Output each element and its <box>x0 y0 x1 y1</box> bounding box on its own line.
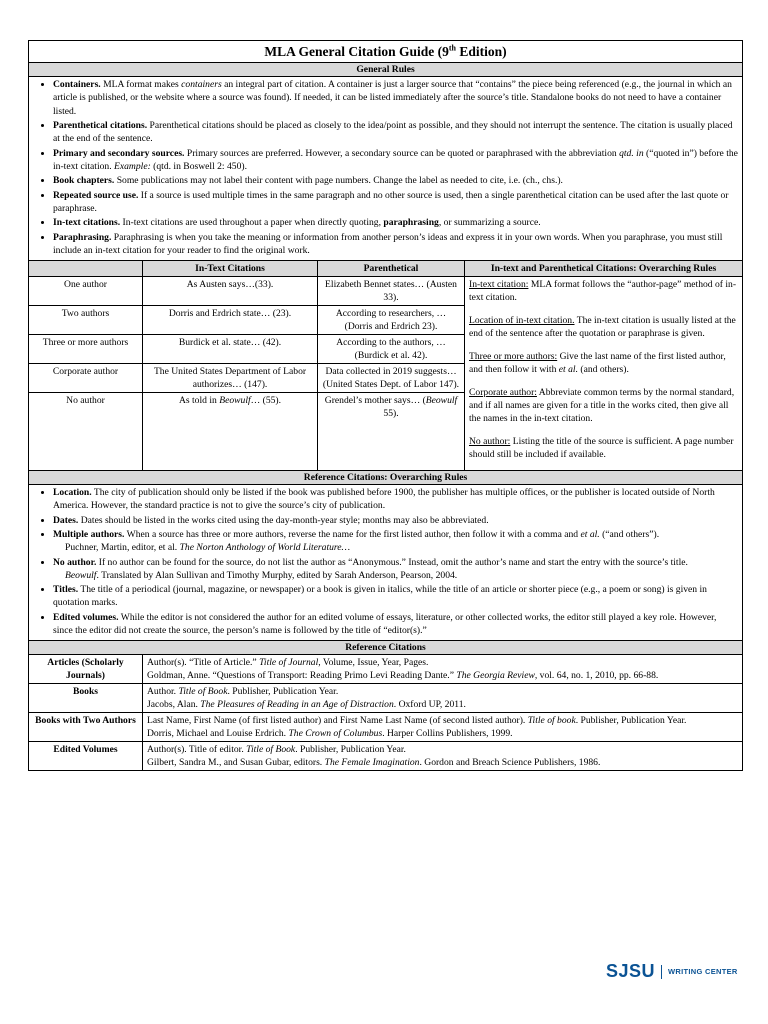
reference-rules-section <box>29 484 743 640</box>
row-label: Books <box>29 683 143 712</box>
reference-citations-heading: Reference Citations <box>29 640 743 654</box>
general-rules-section <box>29 77 743 260</box>
reference-entry <box>143 712 743 741</box>
rule-location: • Location. The city of publication should only be listed if the book was published before 1900, the publisher has multiple offices, or the publisher is located outside of North America. However, the standard practice is not to give the source’s city of publication. <box>53 486 738 512</box>
writing-center-label: WRITING CENTER <box>668 967 738 976</box>
sjsu-logo: SJSU <box>606 961 656 981</box>
citation-guide <box>28 40 742 771</box>
reference-example: Dorris, Michael and Louise Erdrich. The Crown of Columbus. Harper Collins Publishers, 1999. <box>147 727 513 739</box>
in-text-example: As told in Beowulf… (55). <box>143 392 318 470</box>
sjsu-writing-center-logo <box>606 961 738 982</box>
reference-entry <box>143 654 743 683</box>
reference-format: Author. Title of Book. Publisher, Publication Year. <box>147 685 339 697</box>
rule-in-text-citation: In-text citation: MLA format follows the “author-page” method of in-text citation. <box>469 278 737 303</box>
row-label: Corporate author <box>29 363 143 392</box>
reference-example: Jacobs, Alan. The Pleasures of Reading in an Age of Distraction. Oxford UP, 2011. <box>147 698 466 710</box>
rule-no-author: No author: Listing the title of the source is sufficient. A page number should still be included if available. <box>469 435 734 461</box>
reference-example: Goldman, Anne. “Questions of Transport: Reading Primo Levi Reading Dante.” The Georgia Review, vol. 64, no. 1, 2010, pp. 66-88. <box>147 669 659 681</box>
rule-corporate-author: Corporate author: Abbreviate common terms by the normal standard, and if all names are given for a title in the works cited, then give all the names in the in-text citation. <box>469 386 735 424</box>
reference-entry <box>143 741 743 770</box>
reference-rules-heading: Reference Citations: Overarching Rules <box>29 470 743 484</box>
parenthetical-header: Parenthetical <box>318 260 465 276</box>
blank-header-cell <box>29 260 143 276</box>
rule-location-of-citation: Location of in-text citation. The in-text citation is usually listed at the end of the sentence after the quotation or paraphrase is given. <box>469 314 736 339</box>
row-label: Three or more authors <box>29 334 143 363</box>
rule-containers: • Containers. MLA format makes containers an integral part of citation. A container is just a larger source that “contains” the piece being referenced (e.g., the journal in which an article is published, or the website where a source was found). If needed, it can be listed immediately after the source’s title. Standalone books do not need to have a container listed. <box>53 78 738 117</box>
logo-divider <box>661 965 662 979</box>
rule-repeated-source-use: • Repeated source use. If a source is used multiple times in the same paragraph and no other source is used, then a single parenthetical citation can be used after the last quote or paraphrase. <box>53 189 738 215</box>
rule-no-author: • No author. If no author can be found for the source, do not list the author as “Anonymous.” Instead, omit the author’s name and start the entry with the source’s title. Beowulf. Translated by Alan Sullivan and Timothy Murphy, edited by Sarah Anderson, Pearson, 2004. <box>53 556 738 582</box>
rule-paraphrasing: • Paraphrasing. Paraphrasing is when you take the meaning or information from another person’s ideas and express it in your own words. When you paraphrase, you must still include an in-text citation for your reader to find the original work. <box>53 231 738 257</box>
row-label: Edited Volumes <box>29 741 143 770</box>
row-label: No author <box>29 392 143 470</box>
reference-format: Last Name, First Name (of first listed author) and First Name Last Name (of second listed author). Title of book. Publisher, Publication Year. <box>147 714 687 726</box>
rule-edited-volumes: • Edited volumes. While the editor is not considered the author for an edited volume of essays, literature, or other collected works, the editor still played a key role. However, since the editor did not create the source, the person’s name is followed by the title of “editor(s).” <box>53 611 738 637</box>
row-label: One author <box>29 276 143 305</box>
rule-in-text-citations: • In-text citations. In-text citations are used throughout a paper when directly quoting, paraphrasing, or summarizing a source. <box>53 216 738 229</box>
rule-dates: • Dates. Dates should be listed in the works cited using the day-month-year style; months may also be abbreviated. <box>53 514 738 527</box>
table-row <box>29 712 743 741</box>
parenthetical-example: Elizabeth Bennet states… (Austen 33). <box>318 276 465 305</box>
parenthetical-example: According to researchers, … (Dorris and Erdrich 23). <box>318 305 465 334</box>
row-label: Two authors <box>29 305 143 334</box>
multiple-authors-example: Puchner, Martin, editor, et al. The Norton Anthology of World Literature… <box>65 542 351 554</box>
rule-primary-secondary-sources: • Primary and secondary sources. Primary sources are preferred. However, a secondary source can be quoted or paraphrased with the abbreviation qtd. in (“quoted in”) before the in-text citation. Example: (qtd. in Boswell 2: 450). <box>53 147 738 173</box>
table-row <box>29 741 743 770</box>
rule-parenthetical-citations: • Parenthetical citations. Parenthetical citations should be placed as closely to the idea/point as possible, and they should not interrupt the sentence. The citation is usually placed at the end of the sentence. <box>53 119 738 145</box>
parenthetical-example: Data collected in 2019 suggests… (United States Dept. of Labor 147). <box>318 363 465 392</box>
reference-example: Gilbert, Sandra M., and Susan Gubar, editors. The Female Imagination. Gordon and Breach Science Publishers, 1986. <box>147 756 601 768</box>
parenthetical-example: Grendel’s mother says… (Beowulf 55). <box>318 392 465 470</box>
row-label: Articles (Scholarly Journals) <box>29 654 143 683</box>
reference-format: Author(s). “Title of Article.” Title of Journal, Volume, Issue, Year, Pages. <box>147 656 429 668</box>
no-author-example: Beowulf. Translated by Alan Sullivan and Timothy Murphy, edited by Sarah Anderson, Pearson, 2004. <box>65 569 458 581</box>
reference-entry <box>143 683 743 712</box>
in-text-example: Burdick et al. state… (42). <box>143 334 318 363</box>
in-text-example: Dorris and Erdrich state… (23). <box>143 305 318 334</box>
general-rules-heading: General Rules <box>29 63 743 77</box>
rule-book-chapters: • Book chapters. Some publications may not label their content with page numbers. Change the label as needed to cite, i.e. (ch., chs.). <box>53 174 738 187</box>
in-text-example: The United States Department of Labor authorizes… (147). <box>143 363 318 392</box>
parenthetical-example: According to the authors, … (Burdick et al. 42). <box>318 334 465 363</box>
table-row <box>29 683 743 712</box>
table-row <box>29 276 743 305</box>
overarching-rules-header: In-text and Parenthetical Citations: Overarching Rules <box>465 260 743 276</box>
in-text-example: As Austen says…(33). <box>143 276 318 305</box>
rule-titles: • Titles. The title of a periodical (journal, magazine, or newspaper) or a book is given in italics, while the title of an article or shorter piece (e.g., a poem or song) is given in quotation marks. <box>53 583 738 609</box>
citation-guide-table <box>28 40 743 771</box>
citations-table-header <box>29 260 743 276</box>
table-row <box>29 654 743 683</box>
rule-multiple-authors: • Multiple authors. When a source has three or more authors, reverse the name for the first listed author, then follow it with a comma and et al. (“and others”). Puchner, Martin, editor, et al. The Norton Anthology of World Literature… <box>53 528 738 554</box>
row-label: Books with Two Authors <box>29 712 143 741</box>
overarching-rules-cell <box>465 276 743 470</box>
page-title: MLA General Citation Guide (9th Edition) <box>29 41 743 63</box>
rule-three-or-more-authors: Three or more authors: Give the last name of the first listed author, and then follow it with et al. (and others). <box>469 350 726 375</box>
in-text-citations-header: In-Text Citations <box>143 260 318 276</box>
reference-format: Author(s). Title of editor. Title of Book. Publisher, Publication Year. <box>147 743 406 755</box>
